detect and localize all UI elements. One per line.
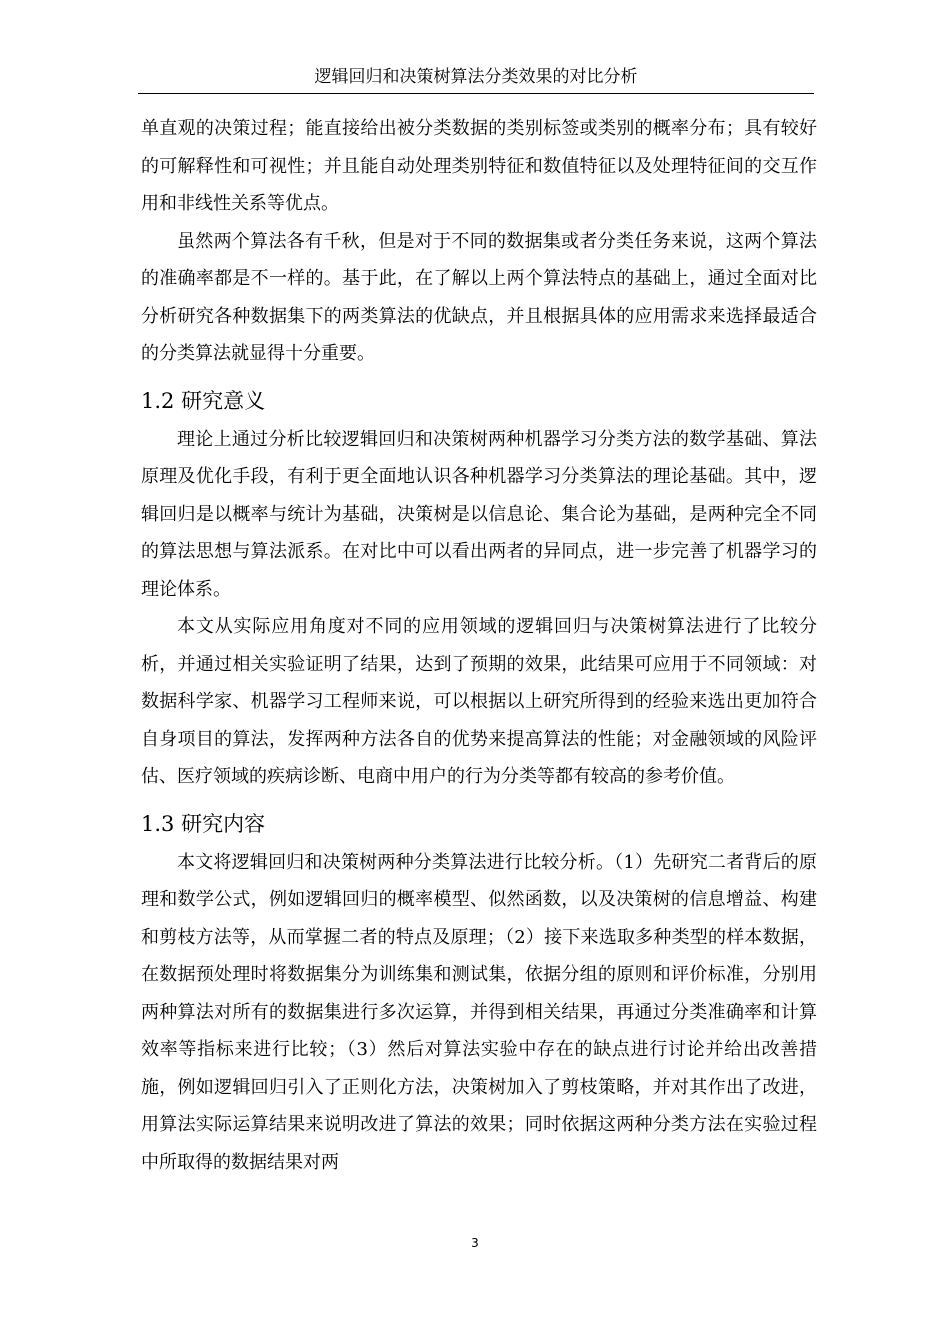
running-header: 逻辑回归和决策树算法分类效果的对比分析: [138, 64, 814, 94]
body-paragraph: 理论上通过分析比较逻辑回归和决策树两种机器学习分类方法的数学基础、算法原理及优化手段，有利于更全面地认识各种机器学习分类算法的理论基础。其中，逻辑回归是以概率与统计为基础，决策树是以信息论、集合论为基础，是两种完全不同的算法思想与算法派系。在对比中可以看出两者的异同点，进一步完善了机器学习的理论体系。: [141, 428, 817, 600]
body-paragraph: 本文从实际应用角度对不同的应用领域的逻辑回归与决策树算法进行了比较分析，并通过相关实验证明了结果，达到了预期的效果，此结果可应用于不同领域：对数据科学家、机器学习工程师来说，可以根据以上研究所得到的经验来选出更加符合自身项目的算法，发挥两种方法各自的优势来提高算法的性能；对金融领域的风险评估、医疗领域的疾病诊断、电商中用户的行为分类等都有较高的参考价值。: [141, 616, 817, 787]
page-body: [141, 110, 817, 1181]
section-heading: 1.2 研究意义: [141, 388, 266, 413]
body-paragraph: 虽然两个算法各有千秋，但是对于不同的数据集或者分类任务来说，这两个算法的准确率都是不一样的。基于此，在了解以上两个算法特点的基础上，通过全面对比分析研究各种数据集下的两类算法的优缺点，并且根据具体的应用需求来选择最适合的分类算法就显得十分重要。: [141, 230, 817, 364]
body-paragraph: 单直观的决策过程；能直接给出被分类数据的类别标签或类别的概率分布；具有较好的可解释性和可视性；并且能自动处理类别特征和数值特征以及处理特征间的交互作用和非线性关系等优点。: [141, 118, 817, 214]
section-heading: 1.3 研究内容: [141, 811, 266, 836]
page-number: 3: [471, 1236, 479, 1250]
body-paragraph: 本文将逻辑回归和决策树两种分类算法进行比较分析。（1）先研究二者背后的原理和数学公式，例如逻辑回归的概率模型、似然函数，以及决策树的信息增益、构建和剪枝方法等，从而掌握二者的特点及原理；（2）接下来选取多种类型的样本数据，在数据预处理时将数据集分为训练集和测试集，依据分组的原则和评价标准，分别用两种算法对所有的数据集进行多次运算，并得到相关结果，再通过分类准确率和计算效率等指标来进行比较；（3）然后对算法实验中存在的缺点进行讨论并给出改善措施，例如逻辑回归引入了正则化方法，决策树加入了剪枝策略，并对其作出了改进，用算法实际运算结果来说明改进了算法的效果；同时依据这两种分类方法在实验过程中所取得的数据结果对两: [141, 851, 817, 1173]
